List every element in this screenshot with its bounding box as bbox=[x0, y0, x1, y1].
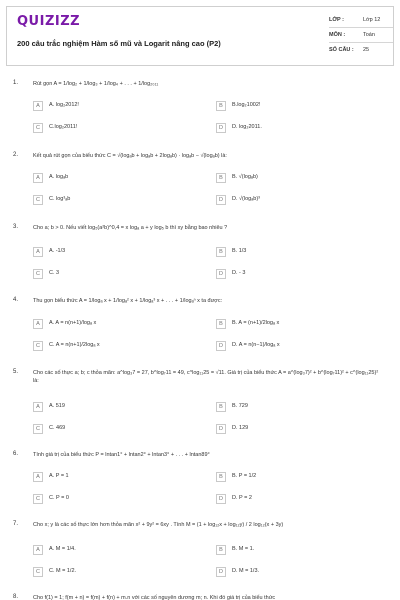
option-text: B.log₂1002! bbox=[232, 102, 261, 108]
q1-option-c[interactable] bbox=[33, 123, 203, 134]
option-text: B. A = (n+1)/2logₐ x bbox=[232, 320, 280, 326]
meta-class-key: LỚP : bbox=[329, 17, 344, 23]
question-text: Cho a; b > 0. Nếu viết log₅(a²b)^0,4 = x logₐ a + y log₅ b thì xy bằng bao nhiêu ? bbox=[33, 225, 228, 231]
option-letter-box: D bbox=[216, 269, 226, 279]
option-letter-box: D bbox=[216, 341, 226, 351]
q2-option-a[interactable] bbox=[33, 173, 203, 184]
option-text: D. √(logₐb)³ bbox=[232, 196, 260, 202]
option-letter-box: D bbox=[216, 567, 226, 577]
q6-option-d[interactable] bbox=[216, 494, 386, 505]
option-letter-box: D bbox=[216, 424, 226, 434]
option-text: B. P = 1/2 bbox=[232, 473, 257, 479]
option-letter-box: B bbox=[216, 319, 226, 329]
question-text: Rút gọn A = 1/log₂ + 1/log₃ + 1/log₄ + . . . + 1/log₂₀₁₁ bbox=[33, 81, 159, 87]
q3-option-d[interactable] bbox=[216, 269, 386, 280]
option-text: B. 1/3 bbox=[232, 248, 247, 254]
option-letter-box: A bbox=[33, 173, 43, 183]
option-text: C.log₂2011! bbox=[49, 124, 78, 130]
option-letter-box: C bbox=[33, 341, 43, 351]
worksheet-title: 200 câu trắc nghiệm Hàm số mũ và Logarit nâng cao (P2) bbox=[17, 39, 221, 48]
q4-option-d[interactable] bbox=[216, 341, 386, 352]
q2-option-c[interactable] bbox=[33, 195, 203, 206]
option-text: D. A = n(n−1)/logₐ x bbox=[232, 342, 280, 348]
option-letter-box: B bbox=[216, 545, 226, 555]
option-text: C. 3 bbox=[49, 270, 60, 276]
q7-option-d[interactable] bbox=[216, 567, 386, 578]
worksheet-header bbox=[6, 6, 394, 66]
option-letter-box: A bbox=[33, 319, 43, 329]
question-number: 7. bbox=[13, 521, 19, 527]
meta-subject-value: Toán bbox=[363, 32, 375, 38]
option-letter-box: B bbox=[216, 173, 226, 183]
q3-option-a[interactable] bbox=[33, 247, 203, 258]
q5-option-a[interactable] bbox=[33, 402, 203, 413]
option-text: D. log₂2011. bbox=[232, 124, 262, 130]
option-letter-box: A bbox=[33, 101, 43, 111]
option-letter-box: B bbox=[216, 402, 226, 412]
q3-option-b[interactable] bbox=[216, 247, 386, 258]
q6-option-a[interactable] bbox=[33, 472, 203, 483]
option-letter-box: A bbox=[33, 247, 43, 257]
question-number: 2. bbox=[13, 152, 19, 158]
option-text: A. log₂2012! bbox=[49, 102, 79, 108]
q7-option-b[interactable] bbox=[216, 545, 386, 556]
meta-divider bbox=[329, 27, 393, 28]
option-letter-box: A bbox=[33, 545, 43, 555]
q7-option-c[interactable] bbox=[33, 567, 203, 578]
option-letter-box: B bbox=[216, 472, 226, 482]
quizizz-logo: QUIZIZZ bbox=[17, 14, 81, 29]
q5-option-c[interactable] bbox=[33, 424, 203, 435]
option-text: A. A = n(n+1)/logₐ x bbox=[49, 320, 97, 326]
q2-option-b[interactable] bbox=[216, 173, 386, 184]
q5-option-b[interactable] bbox=[216, 402, 386, 413]
option-letter-box: D bbox=[216, 123, 226, 133]
meta-count-key: SỐ CÂU : bbox=[329, 47, 354, 53]
option-letter-box: D bbox=[216, 494, 226, 504]
meta-count bbox=[329, 47, 369, 53]
q1-option-b[interactable] bbox=[216, 101, 386, 112]
option-text: C. log³ₐb bbox=[49, 196, 71, 202]
option-text: A. P = 1 bbox=[49, 473, 69, 479]
option-text: A. 519 bbox=[49, 403, 65, 409]
option-text: B. √(logₐb) bbox=[232, 174, 258, 180]
q7-option-a[interactable] bbox=[33, 545, 203, 556]
option-letter-box: C bbox=[33, 494, 43, 504]
meta-class-value: Lớp 12 bbox=[363, 17, 381, 23]
option-text: D. M = 1/3. bbox=[232, 568, 260, 574]
option-text: B. M = 1. bbox=[232, 546, 255, 552]
option-letter-box: B bbox=[216, 101, 226, 111]
option-text: C. 469 bbox=[49, 425, 66, 431]
option-letter-box: C bbox=[33, 123, 43, 133]
option-text: D. P = 2 bbox=[232, 495, 252, 501]
option-text: A. logₐb bbox=[49, 174, 69, 180]
question-text: Cho f(1) = 1; f(m + n) = f(m) + f(n) + m.n với các số nguyên dương m; n. Khi đó giá trị của biểu thức bbox=[33, 595, 276, 600]
option-letter-box: D bbox=[216, 195, 226, 205]
q3-option-c[interactable] bbox=[33, 269, 203, 280]
question-text: Kết quả rút gọn của biểu thức C = √(logₐb + logₐb + 2logₐb) · logₐb − √(logₐb) là: bbox=[33, 153, 227, 159]
question-number: 6. bbox=[13, 451, 19, 457]
meta-subject-key: MÔN : bbox=[329, 32, 346, 38]
q2-option-d[interactable] bbox=[216, 195, 386, 206]
option-text: B. 729 bbox=[232, 403, 248, 409]
option-text: A. M = 1/4. bbox=[49, 546, 76, 552]
meta-class bbox=[329, 17, 380, 23]
option-text: D. - 3 bbox=[232, 270, 246, 276]
option-letter-box: A bbox=[33, 472, 43, 482]
question-text: Thu gọn biểu thức A = 1/logₐ x + 1/logₐ² x + 1/logₐ³ x + . . . + 1/logₐⁿ x ta được: bbox=[33, 298, 223, 304]
meta-count-value: 25 bbox=[363, 47, 370, 53]
option-text: C. A = n(n+1)/2logₐ x bbox=[49, 342, 100, 348]
question-number: 1. bbox=[13, 80, 19, 86]
option-text: D. 129 bbox=[232, 425, 249, 431]
meta-subject bbox=[329, 32, 375, 38]
option-letter-box: C bbox=[33, 567, 43, 577]
question-number: 4. bbox=[13, 297, 19, 303]
meta-divider bbox=[329, 42, 393, 43]
q5-option-d[interactable] bbox=[216, 424, 386, 435]
option-text: C. P = 0 bbox=[49, 495, 69, 501]
question-text: Tính giá trị của biểu thức P = lntan1° + lntan2° + lntan3° + . . . + lntan89° bbox=[33, 452, 210, 458]
q4-option-a[interactable] bbox=[33, 319, 203, 330]
option-letter-box: B bbox=[216, 247, 226, 257]
question-text: Cho x; y là các số thực lớn hơn thỏa mãn x² + 9y² = 6xy . Tính M = (1 + log₁₂x + log₁₂y) / 2 log₁₂(x + 3y) bbox=[33, 522, 284, 528]
q6-option-b[interactable] bbox=[216, 472, 386, 483]
question-number: 8. bbox=[13, 594, 19, 600]
question-number: 3. bbox=[13, 224, 19, 230]
option-text: C. M = 1/2. bbox=[49, 568, 77, 574]
q1-option-a[interactable] bbox=[33, 101, 203, 112]
option-letter-box: C bbox=[33, 424, 43, 434]
option-letter-box: A bbox=[33, 402, 43, 412]
q1-option-d[interactable] bbox=[216, 123, 386, 134]
q4-option-c[interactable] bbox=[33, 341, 203, 352]
option-text: A. -1/3 bbox=[49, 248, 66, 254]
q6-option-c[interactable] bbox=[33, 494, 203, 505]
question-text: Cho các số thực a; b; c thỏa mãn: a^log₃7 = 27, b^log₇11 = 49, c^log₁₁25 = √11. Giá trị của biểu thức A = a^(log₃7)² + b^(log₇11)² + c^(log₁₁25)² là: bbox=[33, 370, 379, 384]
question-number: 5. bbox=[13, 369, 19, 375]
option-letter-box: C bbox=[33, 195, 43, 205]
q4-option-b[interactable] bbox=[216, 319, 386, 330]
option-letter-box: C bbox=[33, 269, 43, 279]
